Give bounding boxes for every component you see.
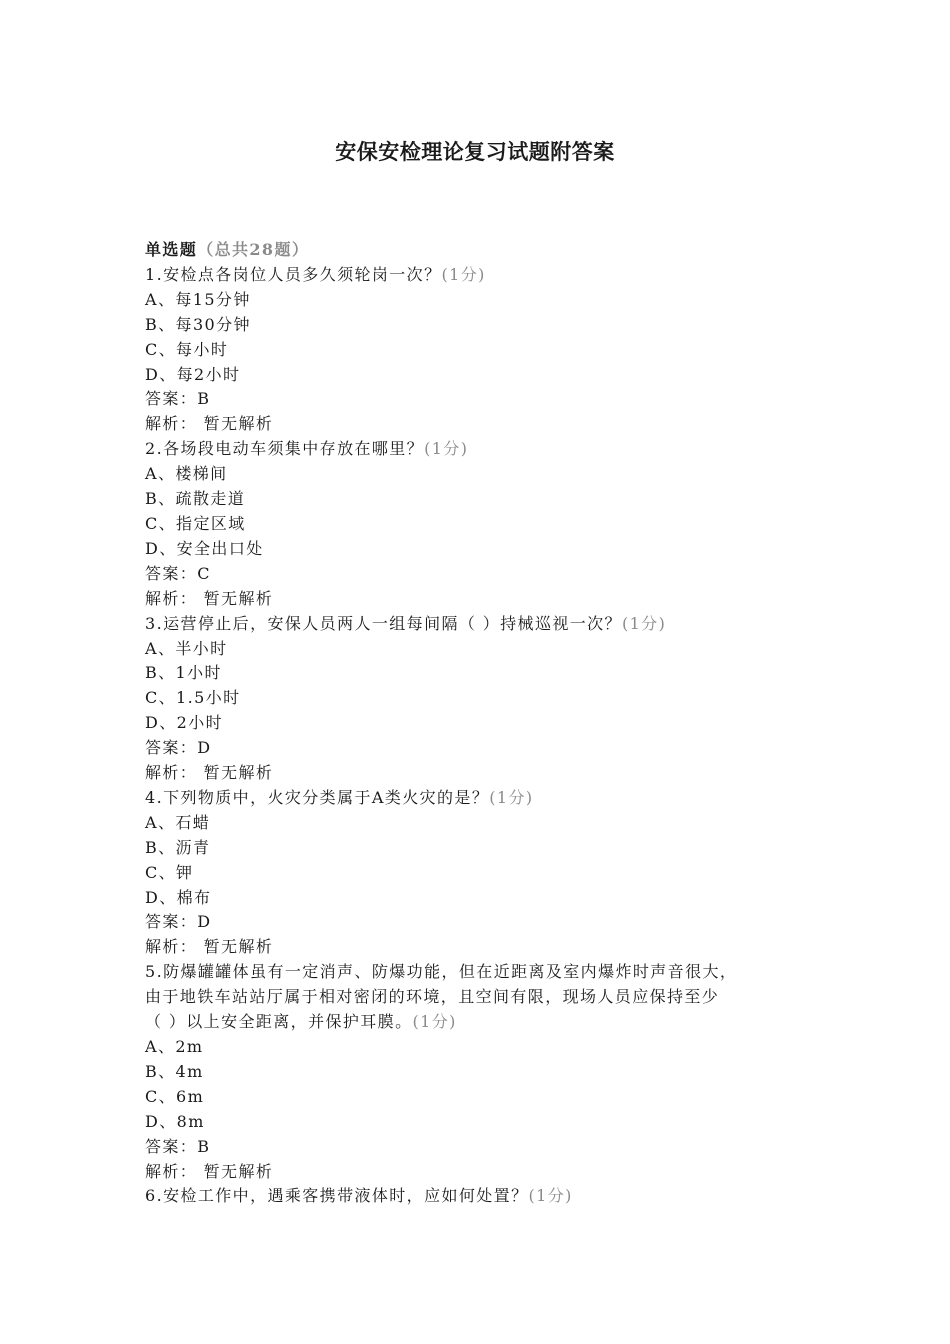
option-c: C、6m bbox=[145, 1086, 205, 1106]
question-score: (1分) bbox=[489, 787, 534, 807]
option-c: C、每小时 bbox=[145, 339, 229, 359]
option-d: D、棉布 bbox=[145, 887, 212, 907]
option-d: D、每2小时 bbox=[145, 364, 241, 384]
answer: 答案：D bbox=[145, 912, 212, 932]
question-list bbox=[145, 238, 845, 1209]
option-b: B、1小时 bbox=[145, 663, 222, 683]
option-b: B、疏散走道 bbox=[145, 489, 246, 509]
option-a: A、2m bbox=[145, 1037, 204, 1056]
option-a: A、每15分钟 bbox=[145, 289, 251, 309]
question-score: (1分) bbox=[424, 439, 469, 459]
question-stem-line: 5.防爆罐罐体虽有一定消声、防爆功能，但在近距离及室内爆炸时声音很大， bbox=[145, 962, 738, 982]
answer: 答案：D bbox=[145, 738, 212, 758]
section-title: 单选题 bbox=[145, 240, 198, 259]
option-a: A、楼梯间 bbox=[145, 464, 228, 484]
question-score: (1分) bbox=[621, 613, 667, 633]
question-stem bbox=[145, 612, 845, 637]
answer: 答案：B bbox=[145, 389, 211, 409]
option-b: B、4m bbox=[145, 1061, 204, 1081]
question-text: 2.各场段电动车须集中存放在哪里？ bbox=[145, 439, 425, 459]
question-stem bbox=[145, 786, 845, 811]
option-a: A、石蜡 bbox=[145, 812, 211, 832]
section-header bbox=[145, 238, 845, 263]
question-stem bbox=[145, 263, 845, 288]
option-c: C、指定区域 bbox=[145, 513, 246, 533]
option-b: B、沥青 bbox=[145, 837, 211, 857]
option-b: B、每30分钟 bbox=[145, 314, 251, 334]
answer: 答案：C bbox=[145, 563, 211, 583]
question-text: 3.运营停止后，安保人员两人一组每间隔（ ）持械巡视一次？ bbox=[145, 613, 622, 633]
question-score: (1分) bbox=[441, 264, 486, 284]
option-c: C、钾 bbox=[145, 862, 194, 882]
option-a: A、半小时 bbox=[145, 638, 228, 658]
option-d: D、8m bbox=[145, 1111, 205, 1131]
option-c: C、1.5小时 bbox=[145, 688, 241, 708]
question-text: 4.下列物质中，火灾分类属于A类火灾的是？ bbox=[145, 787, 490, 807]
question-stem bbox=[145, 1184, 845, 1209]
question-text: （ ）以上安全距离，并保护耳膜。 bbox=[145, 1012, 413, 1032]
analysis: 解析： 暂无解析 bbox=[145, 937, 274, 957]
section-count: （总共28题） bbox=[197, 240, 310, 259]
question-score: (1分) bbox=[412, 1012, 457, 1032]
document-title: 安保安检理论复习试题附答案 bbox=[335, 139, 615, 164]
question-text: 6.安检工作中，遇乘客携带液体时，应如何处置？ bbox=[145, 1186, 529, 1206]
analysis: 解析： 暂无解析 bbox=[145, 414, 274, 434]
analysis: 解析： 暂无解析 bbox=[145, 588, 274, 608]
question-stem bbox=[145, 437, 845, 462]
option-d: D、安全出口处 bbox=[145, 538, 264, 558]
question-score: (1分) bbox=[528, 1186, 573, 1206]
question-stem-line: 由于地铁车站站厅属于相对密闭的环境，且空间有限，现场人员应保持至少 bbox=[145, 987, 720, 1007]
analysis: 解析： 暂无解析 bbox=[145, 1161, 274, 1181]
answer: 答案：B bbox=[145, 1136, 211, 1156]
option-d: D、2小时 bbox=[145, 713, 224, 733]
question-stem bbox=[145, 1010, 845, 1035]
question-text: 1.安检点各岗位人员多久须轮岗一次？ bbox=[145, 264, 442, 284]
analysis: 解析： 暂无解析 bbox=[145, 763, 274, 783]
